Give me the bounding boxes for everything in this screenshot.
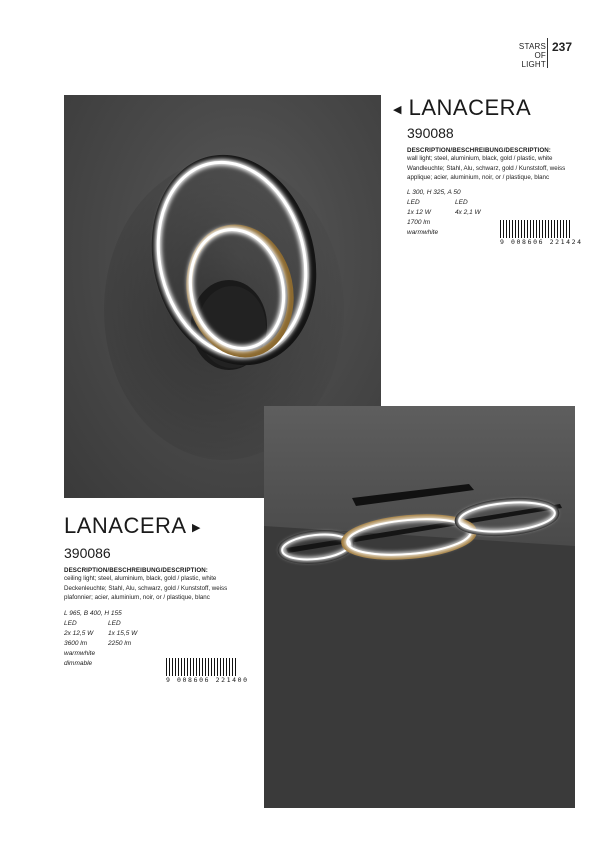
arrow-right-icon: ▶ (192, 521, 201, 534)
barcode-bar (187, 658, 188, 676)
barcode-bar (542, 220, 543, 238)
product-2-block (64, 513, 227, 669)
product-1-block (393, 95, 565, 238)
barcode-bar (563, 220, 564, 238)
spec-value: 1x 15,5 W (108, 629, 138, 637)
spec-value: warmwhite (407, 228, 439, 236)
product-1-title (393, 95, 565, 121)
product-1-dimensions: L 300, H 325, A 50 (407, 188, 461, 196)
product-1-desc-heading: DESCRIPTION/BESCHREIBUNG/DESCRIPTION: (407, 147, 551, 154)
barcode-bar (226, 658, 227, 676)
barcode-bar (199, 658, 200, 676)
product-2-title (64, 513, 227, 539)
barcode-bar (196, 658, 197, 676)
product-1-desc-line: wall light; steel, aluminium, black, gold / plastic, white (407, 155, 553, 162)
barcode-number: 9 008606 221424 (500, 238, 583, 246)
barcode-bar (509, 220, 510, 238)
barcode-bar (220, 658, 221, 676)
spec-label: LED (64, 619, 77, 627)
product-2-desc-line: ceiling light; steel, aluminium, black, gold / plastic, white (64, 575, 217, 582)
product-1-barcode (500, 220, 583, 246)
product-2-desc-line: plafonnier; acier, aluminium, noir, or / plastique, blanc (64, 594, 210, 601)
barcode-bar (169, 658, 170, 676)
spec-value: 1x 12 W (407, 208, 431, 216)
barcode-bar (557, 220, 558, 238)
barcode-bar (560, 220, 561, 238)
barcode-bar (205, 658, 206, 676)
barcode-bar (193, 658, 194, 676)
product-2-code: 390086 (64, 545, 111, 561)
barcode-bar (527, 220, 528, 238)
brand-logo (506, 42, 546, 69)
barcode-bar (175, 658, 176, 676)
barcode-bar (172, 658, 173, 676)
barcode-bar (166, 658, 167, 676)
barcode-bar (208, 658, 209, 676)
barcode-bar (181, 658, 182, 676)
barcode-bar (214, 658, 215, 676)
product-1-desc-line: Wandleuchte; Stahl, Alu, schwarz, gold / Kunststoff, weiss (407, 164, 566, 172)
arrow-left-icon: ◀ (393, 103, 402, 116)
spec-value: 2250 lm (108, 639, 132, 647)
ceiling-light-illustration (264, 406, 575, 808)
product-1-name: LANACERA (408, 95, 532, 120)
barcode-bar (571, 220, 572, 238)
barcode-bar (521, 220, 522, 238)
spec-value: 4x 2,1 W (455, 208, 481, 216)
spec-value: dimmable (64, 659, 93, 667)
product-1-code: 390088 (407, 125, 454, 141)
page-number: 237 (552, 40, 573, 54)
barcode-bar (548, 220, 549, 238)
spec-value: 1700 lm (407, 218, 431, 226)
barcode-bar (223, 658, 224, 676)
product-2-name: LANACERA (64, 513, 186, 538)
barcode-bar (190, 658, 191, 676)
barcode-bar (569, 220, 570, 238)
product-2-barcode (166, 658, 249, 684)
barcode-bar (530, 220, 531, 238)
barcode-bar (503, 220, 504, 238)
spec-label: LED (455, 198, 468, 206)
ceiling-light-photo (264, 406, 575, 808)
barcode-bar (524, 220, 525, 238)
barcode-bar (512, 220, 513, 238)
barcode-bar (566, 220, 567, 238)
product-1-desc-line: applique; acier, aluminium, noir, or / plastique, blanc (407, 174, 550, 181)
barcode-number: 9 008606 221400 (166, 676, 249, 684)
barcode-bar (211, 658, 212, 676)
barcode-bar (235, 658, 236, 676)
barcode-bars (166, 658, 238, 676)
spec-value: 3600 lm (64, 639, 88, 647)
barcode-bar (229, 658, 230, 676)
barcode-bar (202, 658, 203, 676)
barcode-bar (539, 220, 540, 238)
barcode-bar (533, 220, 534, 238)
barcode-bar (506, 220, 507, 238)
spec-label: LED (108, 619, 121, 627)
product-2-desc-heading: DESCRIPTION/BESCHREIBUNG/DESCRIPTION: (64, 567, 208, 574)
barcode-bars (500, 220, 572, 238)
barcode-bar (237, 658, 238, 676)
brand-line-3: LIGHT (521, 60, 546, 69)
barcode-bar (551, 220, 552, 238)
barcode-bar (515, 220, 516, 238)
barcode-bar (500, 220, 501, 238)
brand-line-1: STARS (518, 42, 546, 51)
barcode-bar (536, 220, 537, 238)
spec-value: 2x 12,5 W (64, 629, 94, 637)
brand-line-2: OF (534, 51, 546, 60)
barcode-bar (232, 658, 233, 676)
barcode-bar (554, 220, 555, 238)
spec-label: LED (407, 198, 420, 206)
header-divider (547, 38, 548, 68)
barcode-bar (217, 658, 218, 676)
barcode-bar (518, 220, 519, 238)
barcode-bar (545, 220, 546, 238)
product-2-dimensions: L 965, B 400, H 155 (64, 609, 122, 617)
spec-value: warmwhite (64, 649, 96, 657)
barcode-bar (184, 658, 185, 676)
barcode-bar (178, 658, 179, 676)
product-2-desc-line: Deckenleuchte; Stahl, Alu, schwarz, gold / Kunststoff, weiss (64, 584, 228, 592)
